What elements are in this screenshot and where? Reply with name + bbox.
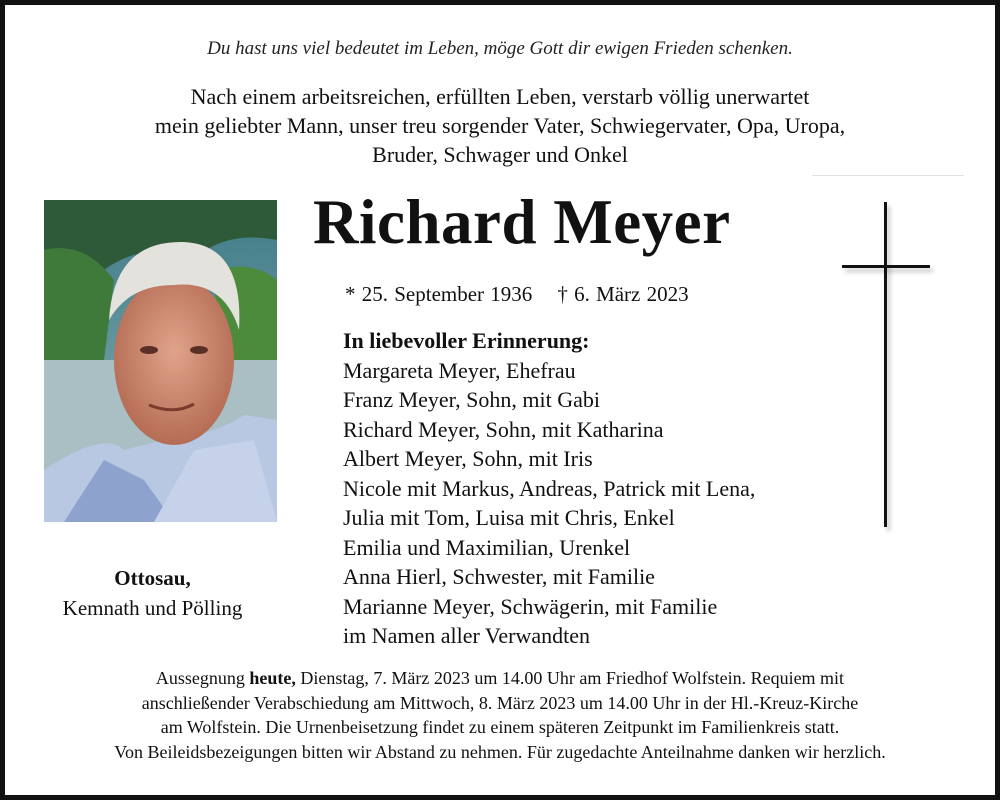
death-date: † 6. März 2023 [557, 282, 689, 306]
mourners-list [343, 326, 755, 651]
deceased-name: Richard Meyer [313, 187, 731, 257]
mourner-line: Emilia und Maximilian, Urenkel [343, 534, 631, 560]
mourner-line: Albert Meyer, Sohn, mit Iris [343, 446, 593, 471]
mourner-line: Nicole mit Markus, Andreas, Patrick mit Lena, [343, 475, 756, 501]
cross-icon [884, 202, 887, 527]
mourner-line: Franz Meyer, Sohn, mit Gabi [343, 387, 600, 412]
intro-text [0, 82, 1000, 169]
divider [812, 175, 964, 176]
motto: Du hast uns viel bedeutet im Leben, möge Gott dir ewigen Frieden schenken. [207, 38, 793, 59]
place-town: Ottosau, [114, 566, 191, 590]
mourner-line: Marianne Meyer, Schwägerin, mit Familie [343, 593, 718, 619]
funeral-info [0, 666, 1000, 764]
mourner-line: Anna Hierl, Schwester, mit Familie [343, 564, 655, 589]
mourner-line: Margareta Meyer, Ehefrau [343, 357, 576, 383]
portrait-photo [44, 200, 277, 522]
mourners-heading: In liebevoller Erinnerung: [343, 328, 590, 353]
footer-line: anschließender Verabschiedung am Mittwoch, 8. März 2023 um 14.00 Uhr in der Hl.-Kreuz-Kirche [141, 692, 859, 713]
intro-line: Nach einem arbeitsreichen, erfüllten Leben, verstarb völlig unerwartet [190, 84, 810, 109]
place [30, 563, 275, 623]
cross-icon-bar [842, 265, 930, 268]
footer-line: Aussegnung heute, Dienstag, 7. März 2023 um 14.00 Uhr am Friedhof Wolfstein. Requiem mit [155, 668, 845, 688]
intro-line: Bruder, Schwager und Onkel [372, 142, 628, 167]
intro-line: mein geliebter Mann, unser treu sorgender Vater, Schwiegervater, Opa, Uropa, [154, 113, 846, 138]
mourner-line: Julia mit Tom, Luisa mit Chris, Enkel [343, 505, 675, 530]
mourner-line: im Namen aller Verwandten [343, 623, 591, 648]
footer-line: Von Beileidsbezeigungen bitten wir Abstand zu nehmen. Für zugedachte Anteilnahme danken wir herzlich. [114, 741, 886, 762]
birth-date: * 25. September 1936 [345, 282, 533, 306]
mourner-line: Richard Meyer, Sohn, mit Katharina [343, 416, 664, 442]
life-dates [345, 282, 689, 307]
footer-line: am Wolfstein. Die Urnenbeisetzung findet zu einem späteren Zeitpunkt im Familienkreis statt. [160, 717, 840, 737]
place-more: Kemnath und Pölling [62, 596, 243, 620]
